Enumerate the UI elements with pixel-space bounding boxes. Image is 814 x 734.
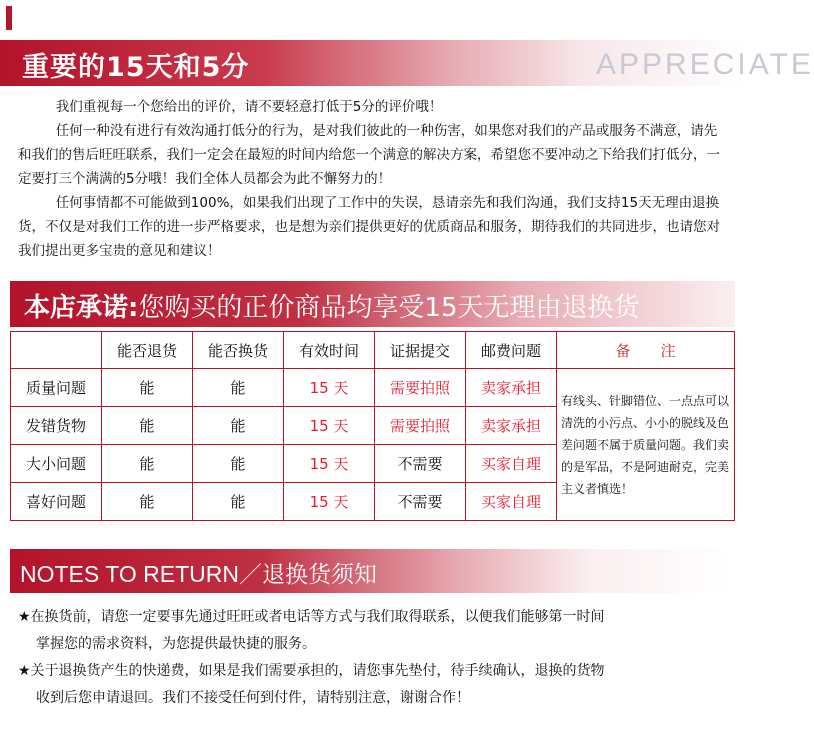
notes-item-1-line-2: 掌握您的需求资料，为您提供最快捷的服务。	[36, 636, 316, 652]
notes-list	[18, 604, 730, 712]
table-header	[11, 332, 102, 369]
table-cell: 能	[102, 369, 193, 407]
table-cell: 能	[102, 445, 193, 483]
table-cell: 需要拍照	[375, 407, 466, 445]
notes-title: NOTES TO RETURN／退换货须知	[20, 561, 377, 587]
table-cell: 喜好问题	[11, 483, 102, 521]
intro-text	[18, 95, 730, 263]
table-header: 能否退货	[102, 332, 193, 369]
table-cell: 15 天	[284, 483, 375, 521]
promise-text: 您购买的正价商品均享受15天无理由退换货	[138, 293, 640, 323]
table-cell: 15 天	[284, 407, 375, 445]
table-header-notes: 备 注	[557, 332, 735, 369]
header-english-word: APPRECIATE	[596, 48, 814, 81]
intro-paragraph-1: 我们重视每一个您给出的评价，请不要轻意打低于5分的评价哦！	[55, 99, 443, 115]
notes-item-2-line-1: ★关于退换货产生的快递费，如果是我们需要承担的，请您事先垫付，待手续确认，退换的货物	[18, 663, 605, 679]
promise-title	[24, 287, 640, 324]
intro-paragraph-2: 任何一种没有进行有效沟通打低分的行为，是对我们彼此的一种伤害，如果您对我们的产品或服务不满意，请先和我们的售后旺旺联系，我们一定会在最短的时间内给您一个满意的解决方案，希望您不要冲动之下给我们打低分，一定要打三个满满的5分哦！我们全体人员都会为此不懈努力的！	[18, 123, 720, 187]
table-cell: 能	[193, 407, 284, 445]
table-cell: 能	[193, 445, 284, 483]
table-cell: 不需要	[375, 483, 466, 521]
top-accent-marker	[6, 6, 12, 30]
table-header: 有效时间	[284, 332, 375, 369]
table-cell: 能	[193, 483, 284, 521]
intro-paragraph-3: 任何事情都不可能做到100%，如果我们出现了工作中的失误，恳请亲先和我们沟通，我们支持15天无理由退换货，不仅是对我们工作的进一步严格要求，也是想为亲们提供更好的优质商品和服务，期待我们的共同进步，也请您对我们提出更多宝贵的意见和建议！	[18, 195, 720, 259]
notes-item-1-line-1: ★在换货前，请您一定要事先通过旺旺或者电话等方式与我们取得联系，以便我们能够第一时间	[18, 609, 605, 625]
table-cell: 买家自理	[466, 483, 557, 521]
table-cell: 大小问题	[11, 445, 102, 483]
return-policy-table	[10, 331, 735, 521]
table-cell: 质量问题	[11, 369, 102, 407]
table-cell: 买家自理	[466, 445, 557, 483]
table-cell: 15 天	[284, 445, 375, 483]
table-note-cell: 有线头、针脚错位、一点点可以清洗的小污点、小小的脱线及色差问题不属于质量问题。我们卖的是军品，不是阿迪耐克，完美主义者慎选！	[557, 369, 735, 521]
table-header: 能否换货	[193, 332, 284, 369]
promise-label: 本店承诺:	[24, 293, 139, 323]
table-cell: 能	[193, 369, 284, 407]
table-cell: 能	[102, 483, 193, 521]
table-cell: 15 天	[284, 369, 375, 407]
table-cell: 卖家承担	[466, 369, 557, 407]
table-header: 邮费问题	[466, 332, 557, 369]
table-cell: 需要拍照	[375, 369, 466, 407]
table-cell: 卖家承担	[466, 407, 557, 445]
table-header: 证据提交	[375, 332, 466, 369]
page-title: 重要的15天和5分	[22, 52, 250, 83]
table-cell: 发错货物	[11, 407, 102, 445]
table-cell: 不需要	[375, 445, 466, 483]
table-row	[11, 369, 735, 407]
table-cell: 能	[102, 407, 193, 445]
table-header-row	[11, 332, 735, 369]
notes-item-2-line-2: 收到后您申请退回。我们不接受任何到付件，请特别注意，谢谢合作！	[36, 690, 470, 706]
